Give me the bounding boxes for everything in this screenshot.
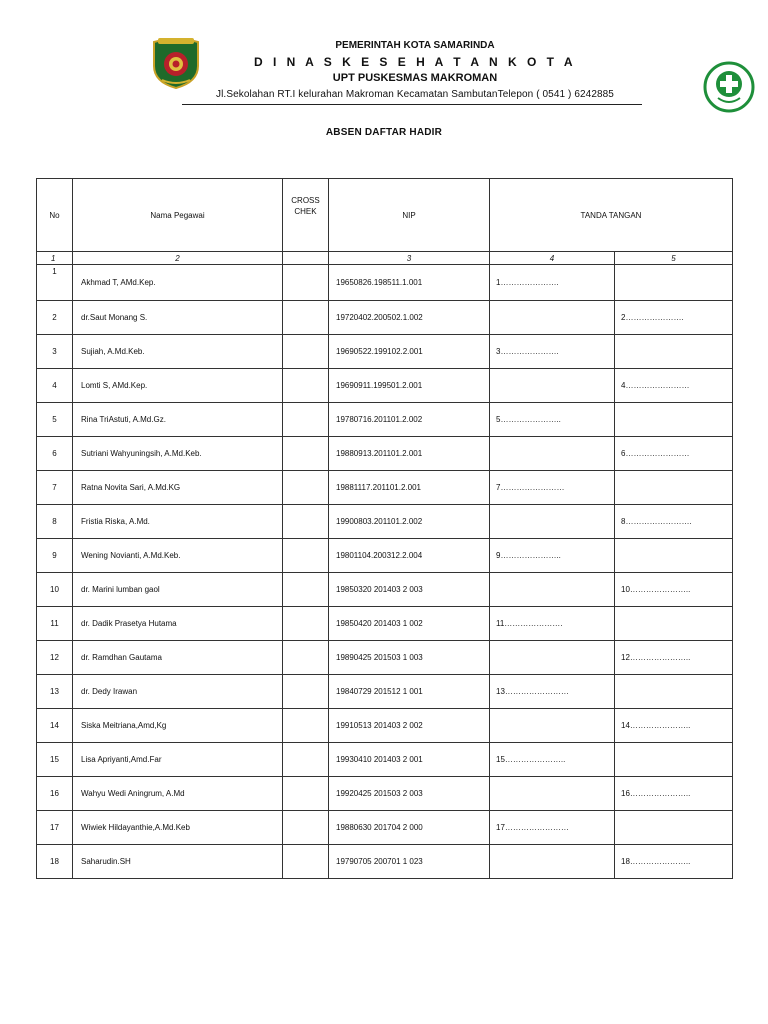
table-header-row bbox=[37, 179, 733, 252]
table-row bbox=[37, 641, 733, 675]
employee-nip: 19880913.201101.2.001 bbox=[329, 437, 490, 471]
employee-nip: 19850420 201403 1 002 bbox=[329, 607, 490, 641]
row-number: 11 bbox=[37, 607, 73, 641]
employee-nip: 19930410 201403 2 001 bbox=[329, 743, 490, 777]
signature-cell-5 bbox=[615, 811, 733, 845]
row-number: 17 bbox=[37, 811, 73, 845]
cross-check-cell bbox=[283, 403, 329, 437]
employee-name: Sujiah, A.Md.Keb. bbox=[73, 335, 283, 369]
cross-check-cell bbox=[283, 369, 329, 403]
signature-cell-4: 13…………………… bbox=[490, 675, 615, 709]
signature-cell-5: 16………………….. bbox=[615, 777, 733, 811]
table-row bbox=[37, 471, 733, 505]
cross-check-cell bbox=[283, 265, 329, 301]
signature-cell-5: 8……………………. bbox=[615, 505, 733, 539]
column-header-nip: NIP bbox=[329, 179, 490, 252]
cross-check-cell bbox=[283, 437, 329, 471]
employee-nip: 19690911.199501.2.001 bbox=[329, 369, 490, 403]
signature-cell-4: 15………………….. bbox=[490, 743, 615, 777]
row-number: 18 bbox=[37, 845, 73, 879]
employee-name: Siska Meitriana,Amd,Kg bbox=[73, 709, 283, 743]
signature-cell-4: 17…………………… bbox=[490, 811, 615, 845]
employee-name: Ratna Novita Sari, A.Md.KG bbox=[73, 471, 283, 505]
signature-cell-4: 5………………….. bbox=[490, 403, 615, 437]
signature-cell-5 bbox=[615, 471, 733, 505]
table-row bbox=[37, 403, 733, 437]
employee-nip: 19720402.200502.1.002 bbox=[329, 301, 490, 335]
row-number: 3 bbox=[37, 335, 73, 369]
column-header-name: Nama Pegawai bbox=[73, 179, 283, 252]
cross-check-cell bbox=[283, 709, 329, 743]
signature-cell-5: 18………………….. bbox=[615, 845, 733, 879]
employee-nip: 19850320 201403 2 003 bbox=[329, 573, 490, 607]
employee-nip: 19881117.201101.2.001 bbox=[329, 471, 490, 505]
cross-check-cell bbox=[283, 539, 329, 573]
column-number bbox=[283, 252, 329, 265]
signature-cell-5: 6…………………… bbox=[615, 437, 733, 471]
row-number: 16 bbox=[37, 777, 73, 811]
signature-cell-4 bbox=[490, 301, 615, 335]
signature-cell-4 bbox=[490, 845, 615, 879]
employee-name: Wening Novianti, A.Md.Keb. bbox=[73, 539, 283, 573]
signature-cell-4: 3…………………. bbox=[490, 335, 615, 369]
row-number: 1 bbox=[37, 265, 73, 301]
column-header-no: No bbox=[37, 179, 73, 252]
employee-nip: 19801104.200312.2.004 bbox=[329, 539, 490, 573]
employee-nip: 19910513 201403 2 002 bbox=[329, 709, 490, 743]
header-address: Jl.Sekolahan RT.I kelurahan Makroman Kecamatan SambutanTelepon ( 0541 ) 6242885 bbox=[216, 89, 614, 100]
column-number: 5 bbox=[615, 252, 733, 265]
signature-cell-4 bbox=[490, 709, 615, 743]
row-number: 6 bbox=[37, 437, 73, 471]
table-row bbox=[37, 811, 733, 845]
employee-name: Lomti S, AMd.Kep. bbox=[73, 369, 283, 403]
table-row bbox=[37, 301, 733, 335]
signature-cell-5: 14………………….. bbox=[615, 709, 733, 743]
signature-cell-4 bbox=[490, 369, 615, 403]
signature-cell-5 bbox=[615, 335, 733, 369]
employee-nip: 19920425 201503 2 003 bbox=[329, 777, 490, 811]
table-row bbox=[37, 743, 733, 777]
signature-cell-4 bbox=[490, 505, 615, 539]
cross-check-cell bbox=[283, 777, 329, 811]
header-divider bbox=[182, 104, 642, 105]
signature-cell-4 bbox=[490, 573, 615, 607]
row-number: 7 bbox=[37, 471, 73, 505]
signature-cell-5: 2…………………. bbox=[615, 301, 733, 335]
employee-nip: 19900803.201101.2.002 bbox=[329, 505, 490, 539]
table-row bbox=[37, 777, 733, 811]
row-number: 2 bbox=[37, 301, 73, 335]
cross-check-cell bbox=[283, 335, 329, 369]
table-row bbox=[37, 573, 733, 607]
row-number: 10 bbox=[37, 573, 73, 607]
header-department: D I N A S K E S E H A T A N K O T A bbox=[253, 55, 577, 69]
signature-cell-5: 12………………….. bbox=[615, 641, 733, 675]
employee-nip: 19880630 201704 2 000 bbox=[329, 811, 490, 845]
column-number: 2 bbox=[73, 252, 283, 265]
employee-name: Saharudin.SH bbox=[73, 845, 283, 879]
cross-check-cell bbox=[283, 845, 329, 879]
employee-name: Akhmad T, AMd.Kep. bbox=[73, 265, 283, 301]
document-title: ABSEN DAFTAR HADIR bbox=[325, 127, 443, 138]
signature-cell-5 bbox=[615, 607, 733, 641]
row-number: 15 bbox=[37, 743, 73, 777]
row-number: 9 bbox=[37, 539, 73, 573]
column-number: 4 bbox=[490, 252, 615, 265]
column-header-cross-check: CROSS CHEK bbox=[283, 179, 329, 252]
cross-check-cell bbox=[283, 675, 329, 709]
table-row bbox=[37, 437, 733, 471]
attendance-table bbox=[36, 178, 733, 879]
signature-cell-4: 1…………………. bbox=[490, 265, 615, 301]
employee-name: dr.Saut Monang S. bbox=[73, 301, 283, 335]
table-row bbox=[37, 265, 733, 301]
cross-check-cell bbox=[283, 573, 329, 607]
employee-nip: 19890425 201503 1 003 bbox=[329, 641, 490, 675]
employee-name: dr. Dadik Prasetya Hutama bbox=[73, 607, 283, 641]
employee-name: Fristia Riska, A.Md. bbox=[73, 505, 283, 539]
signature-cell-5: 10………………….. bbox=[615, 573, 733, 607]
signature-cell-5 bbox=[615, 539, 733, 573]
column-numbering-row bbox=[37, 252, 733, 265]
header-unit: UPT PUSKESMAS MAKROMAN bbox=[332, 72, 498, 84]
signature-cell-4: 7…………………… bbox=[490, 471, 615, 505]
bakti-husada-health-logo-icon bbox=[696, 58, 762, 118]
signature-cell-5 bbox=[615, 675, 733, 709]
row-number: 12 bbox=[37, 641, 73, 675]
cross-check-cell bbox=[283, 811, 329, 845]
column-header-signature: TANDA TANGAN bbox=[490, 179, 733, 252]
row-number: 5 bbox=[37, 403, 73, 437]
table-row bbox=[37, 335, 733, 369]
employee-nip: 19650826.198511.1.001 bbox=[329, 265, 490, 301]
employee-name: Lisa Apriyanti,Amd.Far bbox=[73, 743, 283, 777]
signature-cell-5 bbox=[615, 743, 733, 777]
signature-cell-4: 9………………….. bbox=[490, 539, 615, 573]
table-row bbox=[37, 845, 733, 879]
row-number: 14 bbox=[37, 709, 73, 743]
table-row bbox=[37, 709, 733, 743]
employee-name: dr. Dedy Irawan bbox=[73, 675, 283, 709]
table-row bbox=[37, 505, 733, 539]
employee-nip: 19780716.201101.2.002 bbox=[329, 403, 490, 437]
employee-name: dr. Marini lumban gaol bbox=[73, 573, 283, 607]
employee-name: dr. Ramdhan Gautama bbox=[73, 641, 283, 675]
employee-name: Rina TriAstuti, A.Md.Gz. bbox=[73, 403, 283, 437]
column-number: 3 bbox=[329, 252, 490, 265]
signature-cell-5 bbox=[615, 265, 733, 301]
signature-cell-4 bbox=[490, 641, 615, 675]
signature-cell-4: 11…………………. bbox=[490, 607, 615, 641]
employee-name: Sutriani Wahyuningsih, A.Md.Keb. bbox=[73, 437, 283, 471]
cross-check-cell bbox=[283, 301, 329, 335]
employee-name: Wiwiek Hildayanthie,A.Md.Keb bbox=[73, 811, 283, 845]
signature-cell-4 bbox=[490, 437, 615, 471]
cross-check-cell bbox=[283, 607, 329, 641]
cross-check-cell bbox=[283, 505, 329, 539]
employee-nip: 19690522.199102.2.001 bbox=[329, 335, 490, 369]
table-row bbox=[37, 539, 733, 573]
table-row bbox=[37, 607, 733, 641]
row-number: 13 bbox=[37, 675, 73, 709]
cross-check-cell bbox=[283, 641, 329, 675]
cross-check-cell bbox=[283, 743, 329, 777]
header-government: PEMERINTAH KOTA SAMARINDA bbox=[335, 40, 495, 51]
employee-name: Wahyu Wedi Aningrum, A.Md bbox=[73, 777, 283, 811]
employee-nip: 19790705 200701 1 023 bbox=[329, 845, 490, 879]
table-row bbox=[37, 675, 733, 709]
employee-nip: 19840729 201512 1 001 bbox=[329, 675, 490, 709]
row-number: 8 bbox=[37, 505, 73, 539]
signature-cell-4 bbox=[490, 777, 615, 811]
column-number: 1 bbox=[37, 252, 73, 265]
row-number: 4 bbox=[37, 369, 73, 403]
signature-cell-5 bbox=[615, 403, 733, 437]
signature-cell-5: 4…………………… bbox=[615, 369, 733, 403]
cross-check-cell bbox=[283, 471, 329, 505]
table-row bbox=[37, 369, 733, 403]
